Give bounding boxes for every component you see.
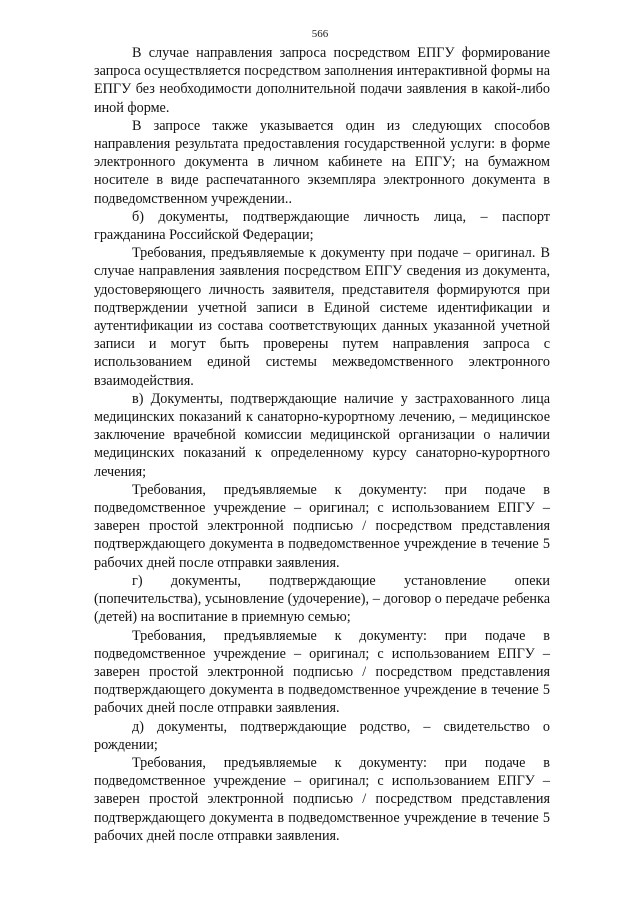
paragraph-result-delivery: В запросе также указывается один из следующих способов направления результата предоставления государственной услуги: в форме электронного документа в личном кабинете на ЕПГУ; на бумажном носителе в виде распечатанного экземпляра электронного документа в подведомственном учреждении.. <box>94 117 550 207</box>
paragraph-item-d-kinship: д) документы, подтверждающие родство, – свидетельство о рождении; <box>94 718 550 753</box>
document-body <box>94 44 550 845</box>
page-number: 566 <box>311 28 329 40</box>
paragraph-guardianship-requirements: Требования, предъявляемые к документу: при подаче в подведомственное учреждение – оригинал; с использованием ЕПГУ – заверен простой электронной подписью / посредством представления подтверждающего документа в подведомственное учреждение в течение 5 рабочих дней после отправки заявления. <box>94 627 550 717</box>
paragraph-item-b-identity: б) документы, подтверждающие личность лица, – паспорт гражданина Российской Федерации; <box>94 208 550 244</box>
paragraph-medical-requirements: Требования, предъявляемые к документу: при подаче в подведомственное учреждение – оригинал; с использованием ЕПГУ – заверен простой электронной подписью / посредством представления подтверждающего документа в подведомственное учреждение в течение 5 рабочих дней после отправки заявления. <box>94 481 550 571</box>
paragraph-item-v-medical: в) Документы, подтверждающие наличие у застрахованного лица медицинских показаний к санаторно-курортному лечению, – медицинское заключение врачебной комиссии медицинской организации о наличии медицинских показаний к определенному курсу санаторно-курортного лечения; <box>94 390 550 480</box>
paragraph-kinship-requirements: Требования, предъявляемые к документу: при подаче в подведомственное учреждение – оригинал; с использованием ЕПГУ – заверен простой электронной подписью / посредством представления подтверждающего документа в подведомственное учреждение в течение 5 рабочих дней после отправки заявления. <box>94 754 550 844</box>
paragraph-identity-requirements: Требования, предъявляемые к документу при подаче – оригинал. В случае направления заявления посредством ЕПГУ сведения из документа, удостоверяющего личность заявителя, представителя формируются при подтверждении учетной записи в Единой системе идентификации и аутентификации из состава соответствующих данных указанной учетной записи и могут быть проверены путем направления запроса с использованием единой системы межведомственного электронного взаимодействия. <box>94 245 550 389</box>
paragraph-item-g-guardianship: г) документы, подтверждающие установление опеки (попечительства), усыновление (удочерение), – договор о передаче ребенка (детей) на воспитание в приемную семью; <box>94 572 550 626</box>
paragraph-epgu-request: В случае направления запроса посредством ЕПГУ формирование запроса осуществляется посредством заполнения интерактивной формы на ЕПГУ без необходимости дополнительной подачи заявления в какой-либо иной форме. <box>94 45 550 116</box>
